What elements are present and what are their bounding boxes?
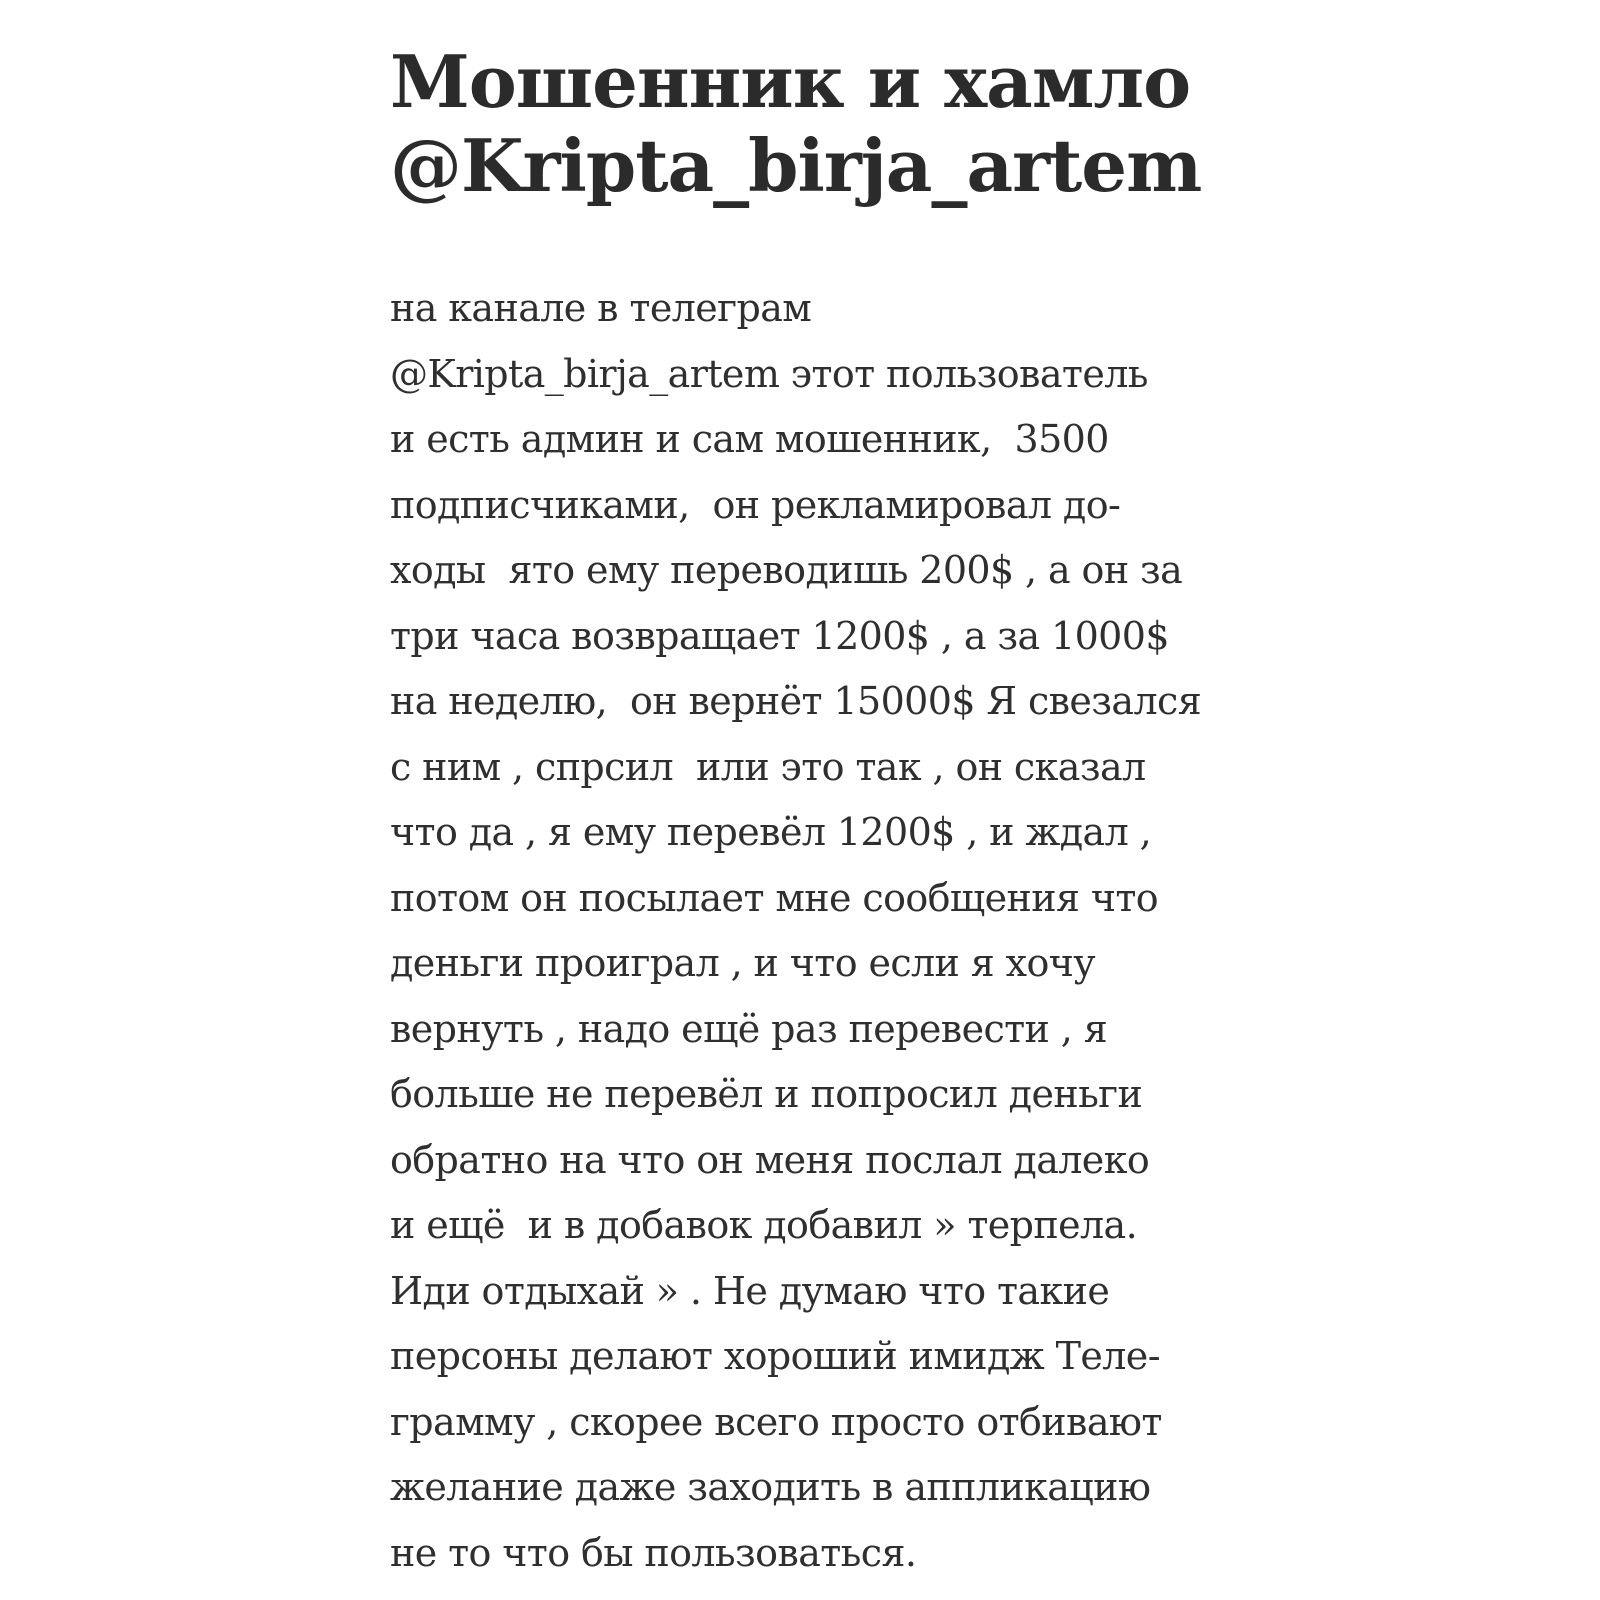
body-line: обратно на что он меня послал далеко: [390, 1137, 1150, 1182]
title-line: Мошенник и хамло: [390, 39, 1191, 124]
body-line: на канале в телеграм: [390, 286, 812, 330]
body-line: на неделю, он вернёт 15000$ Я свезался: [390, 679, 1202, 723]
body-line: Иди отдыхай » . Не думаю что такие: [390, 1268, 1110, 1313]
body-line: @Kripta_birja_artem этот пользователь: [390, 351, 1148, 396]
body-line: желание даже заходить в аппликацию: [390, 1465, 1151, 1509]
body-line: деньги проиграл , и что если я хочу: [390, 941, 1096, 985]
body-line: вернуть , надо ещё раз перевести , я: [390, 1006, 1108, 1051]
body-line: с ним , спрсил или это так , он сказал: [390, 744, 1146, 789]
body-line: и есть админ и сам мошенник, 3500: [390, 417, 1109, 461]
body-line: что да , я ему перевёл 1200$ , и ждал ,: [390, 810, 1152, 854]
title-line: @Kripta_birja_artem: [390, 123, 1202, 208]
body-line: грамму , скорее всего просто отбивают: [390, 1399, 1162, 1444]
body-line: подписчиками, он рекламировал до-: [390, 482, 1121, 527]
body-line: больше не перевёл и попросил деньги: [390, 1072, 1143, 1116]
body-line: потом он посылает мне сообщения что: [390, 875, 1159, 920]
article-body: [390, 276, 1230, 1586]
body-line: персоны делают хороший имидж Теле-: [390, 1334, 1160, 1378]
body-line: ходы ято ему переводишь 200$ , а он за: [390, 548, 1183, 592]
body-line: не то что бы пользоваться.: [390, 1530, 917, 1575]
article-title: [390, 40, 1230, 208]
body-line: три часа возвращает 1200$ , а за 1000$: [390, 613, 1169, 658]
body-line: и ещё и в добавок добавил » терпела.: [390, 1203, 1138, 1247]
article: [390, 40, 1230, 1586]
